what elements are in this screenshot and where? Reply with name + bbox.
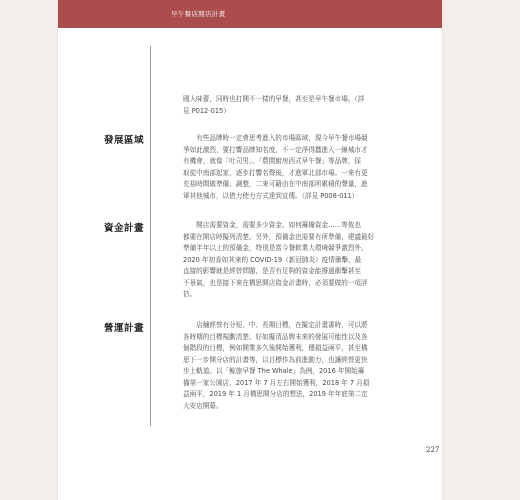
paragraph-line: 思下一步開分店的計畫等，以目標作為前進動力，也讓經營更快 [183, 355, 368, 364]
paragraph-line: 軍其他城市，以借力使力方式達到宣傳。（詳見 P008-011） [183, 191, 359, 200]
paragraph-line: 有機會，就像「吐司男」、「農間廚房西式早午餐」等品牌，採 [183, 157, 362, 165]
paragraph-line: 直接的影響就是經營問題，是否有足夠的資金能撐過衝擊甚至 [183, 267, 362, 275]
paragraph-line: 都要在開店時擬列清楚。另外，預備金也需要有所準備，建議最好 [183, 232, 375, 241]
section-paragraph-funding-plan [183, 220, 380, 301]
paragraph-line: 步上軌道。以「鯨旅早餐 The Whale」為例，2016 年開始籌 [183, 367, 365, 375]
paragraph-line: 店舖經營有分短、中、長期目標，在擬定計畫書時，可以將 [183, 321, 368, 329]
paragraph-line: 開店需要資金，需要多少資金、如何籌備資金……等攸也 [183, 221, 362, 229]
section-divider-line [150, 46, 151, 426]
paragraph-line: 個階段的目標，例如開業多久後開始獲利，穩損益兩平，甚至構 [183, 344, 368, 352]
paragraph-line: 備第一家公園店，2017 年 7 月左右開始獲利，2018 年 7 月損 [183, 378, 370, 387]
paragraph-line: 準備半年以上的預備金，特別是當今餐飲業大環境競爭激烈外， [183, 244, 368, 252]
paragraph-line: 取從中南部起家，逐步打響名聲後，才進軍北部市場。一來有更 [183, 168, 368, 177]
paragraph-line: 見 P012-015） [183, 106, 230, 115]
paragraph-line: 有些品牌時一定會思考進入的市場區域，現今早午餐市場競 [183, 134, 368, 142]
section-paragraph-development-area [183, 133, 380, 202]
paragraph-line: 各時期的目標規劃清楚。好如擬清品牌未來的發展可能性以及各 [183, 332, 368, 341]
paragraph-line: 不景氣，也是接下來在構思開店資金計畫時，必須要做的一項評 [183, 278, 368, 287]
page-number: 227 [426, 446, 440, 454]
paragraph-line: 大安店開幕。 [183, 401, 223, 410]
running-head: 早午餐店開店計畫 [171, 10, 226, 18]
section-title-operation-plan: 營運計畫 [104, 323, 145, 334]
paragraph-line: 國人味蕾，同時也打開不一樣的早餐，甚至是早午餐市場。（詳 [183, 95, 365, 103]
paragraph-line: 益兩平，2019 年 1 月構思開分店的想法，2019 年年底第二定 [183, 390, 368, 398]
section-title-development-area: 發展區域 [104, 135, 145, 146]
section-paragraph-operation-plan [183, 320, 380, 412]
intro-paragraph [183, 94, 380, 117]
section-title-funding-plan: 資金計畫 [104, 223, 145, 234]
paragraph-line: 2020 年初肯如其來的 COVID-19（新冠肺炎）疫情衝擊，最 [183, 255, 362, 264]
paragraph-line: 估。 [183, 290, 197, 298]
header-bar [58, 0, 442, 28]
paragraph-line: 充裕時間做準備、調整，二來可藉由在中南部所累積的聲量，進 [183, 180, 368, 188]
paragraph-line: 爭如此激烈，要打響品牌知名度，不一定淨得蠶進入一線城市才 [183, 145, 368, 154]
